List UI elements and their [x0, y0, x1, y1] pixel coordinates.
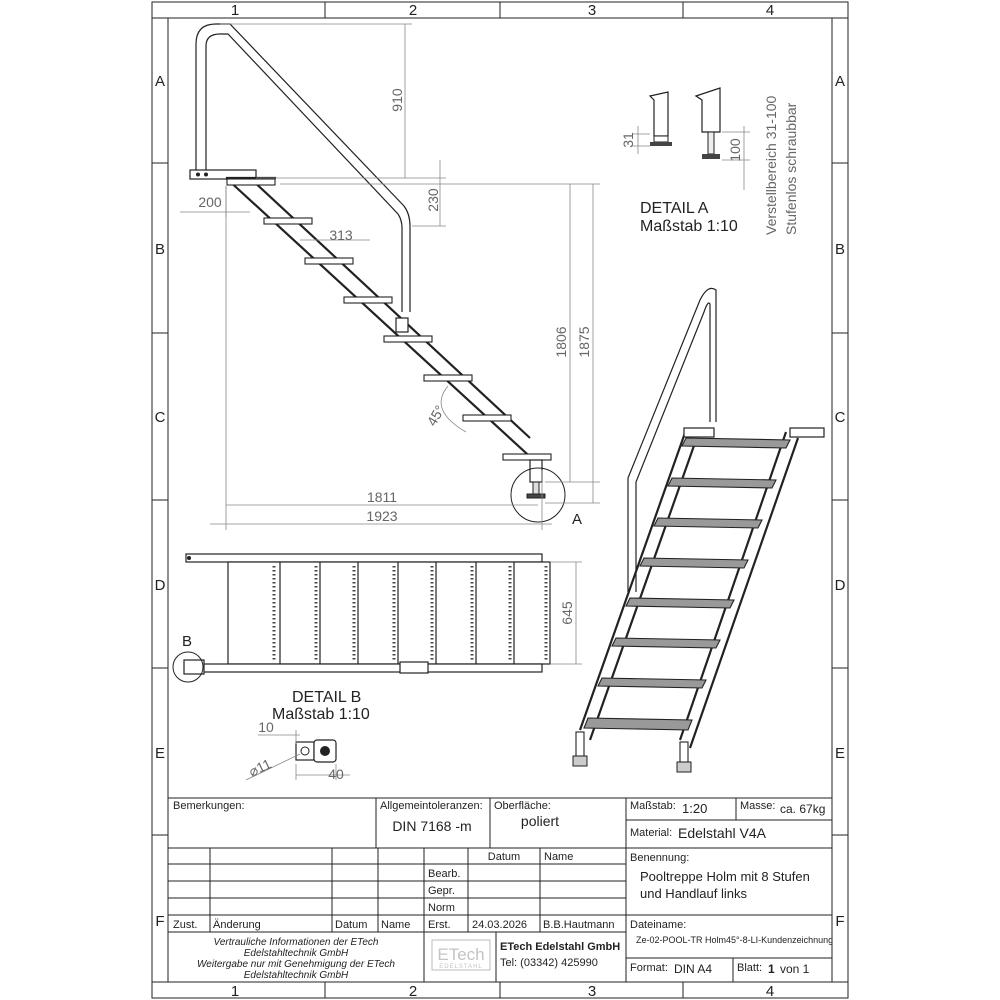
format-label: Format:	[630, 962, 668, 974]
blatt-total: von 1	[780, 962, 810, 976]
column-label-2-bottom: 2	[408, 983, 418, 1000]
column-label-1-top: 1	[230, 2, 240, 19]
dim-645: 645	[559, 601, 575, 625]
detail-a-title: DETAIL A	[640, 200, 709, 217]
top-view	[173, 554, 582, 682]
dateiname-label: Dateiname:	[630, 919, 687, 931]
mass-value: ca. 67kg	[780, 802, 826, 816]
row-label-d-left: D	[154, 577, 166, 594]
detail-a-note-screwable: Stufenlos schraubbar	[783, 102, 799, 235]
name-header: Name	[544, 851, 574, 863]
material-value: Edelstahl V4A	[678, 825, 766, 841]
row-label-e-right: E	[834, 745, 846, 762]
logo-text-etech: ETech	[437, 945, 485, 964]
format-value: DIN A4	[674, 962, 713, 976]
column-label-3-top: 3	[587, 2, 597, 19]
isometric-view	[573, 288, 824, 772]
row-label-a-left: A	[154, 73, 166, 90]
erst-date: 24.03.2026	[472, 919, 528, 931]
erst-label: Erst.	[428, 919, 451, 931]
dim-1806: 1806	[553, 326, 569, 358]
dim-910: 910	[389, 88, 405, 112]
blatt-value: 1	[768, 962, 775, 976]
company-name: ETech Edelstahl GmbH	[500, 941, 621, 953]
blatt-label: Blatt:	[737, 962, 763, 974]
row-label-d-right: D	[834, 577, 846, 594]
confidential-line-3: Weitergabe nur mit Genehmigung der ETech	[197, 959, 395, 970]
detail-a-view	[620, 88, 799, 235]
dim-200: 200	[198, 194, 222, 210]
confidential-line-4: Edelstahltechnik GmbH	[243, 970, 349, 981]
tolerances-label: Allgemeintoleranzen:	[380, 800, 483, 812]
surface-label: Oberfläche:	[494, 800, 551, 812]
mass-label: Masse:	[740, 800, 776, 812]
detail-b-title: DETAIL B	[292, 689, 362, 706]
dim-230: 230	[425, 188, 441, 212]
benennung-line-2: und Handlauf links	[640, 886, 747, 901]
detail-a-scale: Maßstab 1:10	[640, 218, 738, 235]
row-label-b-right: B	[834, 241, 846, 258]
datum-header: Datum	[487, 851, 521, 863]
dim-angle-45: 45°	[423, 402, 448, 429]
dim-313: 313	[329, 227, 353, 243]
row-label-e-left: E	[154, 745, 166, 762]
gepr-label: Gepr.	[428, 885, 455, 897]
dim-1811: 1811	[366, 489, 398, 505]
detail-b-marker: B	[182, 633, 193, 650]
dim-detail-b-10: 10	[258, 719, 274, 735]
datum-label: Datum	[335, 919, 368, 931]
confidential-line-2: Edelstahltechnik GmbH	[243, 948, 349, 959]
column-label-4-top: 4	[765, 2, 775, 19]
bearb-label: Bearb.	[428, 868, 461, 880]
dim-1923: 1923	[366, 508, 398, 524]
material-label: Material:	[630, 827, 673, 839]
row-label-f-left: F	[155, 913, 165, 930]
dim-detail-a-31: 31	[620, 132, 636, 148]
erst-name: B.B.Hautmann	[543, 919, 615, 931]
row-label-b-left: B	[154, 241, 166, 258]
side-view	[190, 24, 582, 528]
dateiname-value: Ze-02-POOL-TR Holm45°-8-LI-Kundenzeichnung	[636, 935, 834, 945]
etech-logo	[432, 940, 490, 970]
aenderung-label: Änderung	[213, 919, 261, 931]
remarks-label: Bemerkungen:	[173, 800, 245, 812]
dim-detail-b-40: 40	[328, 766, 344, 782]
detail-b-view	[246, 689, 370, 782]
surface-value: poliert	[520, 813, 560, 829]
norm-label: Norm	[428, 902, 455, 914]
detail-a-marker: A	[572, 511, 583, 528]
name-label: Name	[381, 919, 411, 931]
scale-value: 1:20	[682, 801, 708, 816]
row-label-c-right: C	[834, 409, 846, 426]
logo-text-edelstahl: EDELSTAHL	[439, 964, 483, 970]
zust-label: Zust.	[173, 919, 198, 931]
dim-1875: 1875	[576, 326, 592, 358]
column-label-3-bottom: 3	[587, 983, 597, 1000]
column-label-4-bottom: 4	[765, 983, 775, 1000]
column-label-1-bottom: 1	[230, 983, 240, 1000]
company-phone: Tel: (03342) 425990	[500, 957, 598, 969]
title-block	[168, 798, 833, 982]
benennung-label: Benennung:	[630, 852, 690, 864]
dim-detail-a-100: 100	[727, 138, 743, 162]
row-label-a-right: A	[834, 73, 846, 90]
dim-detail-b-diameter-11: ⌀11	[246, 755, 274, 780]
scale-label: Maßstab:	[630, 800, 676, 812]
row-label-c-left: C	[154, 409, 166, 426]
benennung-line-1: Pooltreppe Holm mit 8 Stufen	[640, 869, 810, 884]
detail-b-scale: Maßstab 1:10	[272, 706, 370, 723]
confidential-line-1: Vertrauliche Informationen der ETech	[213, 937, 379, 948]
tolerances-value: DIN 7168 -m	[392, 818, 472, 834]
row-label-f-right: F	[835, 913, 845, 930]
column-label-2-top: 2	[408, 2, 418, 19]
detail-a-note-range: Verstellbereich 31-100	[763, 95, 779, 235]
